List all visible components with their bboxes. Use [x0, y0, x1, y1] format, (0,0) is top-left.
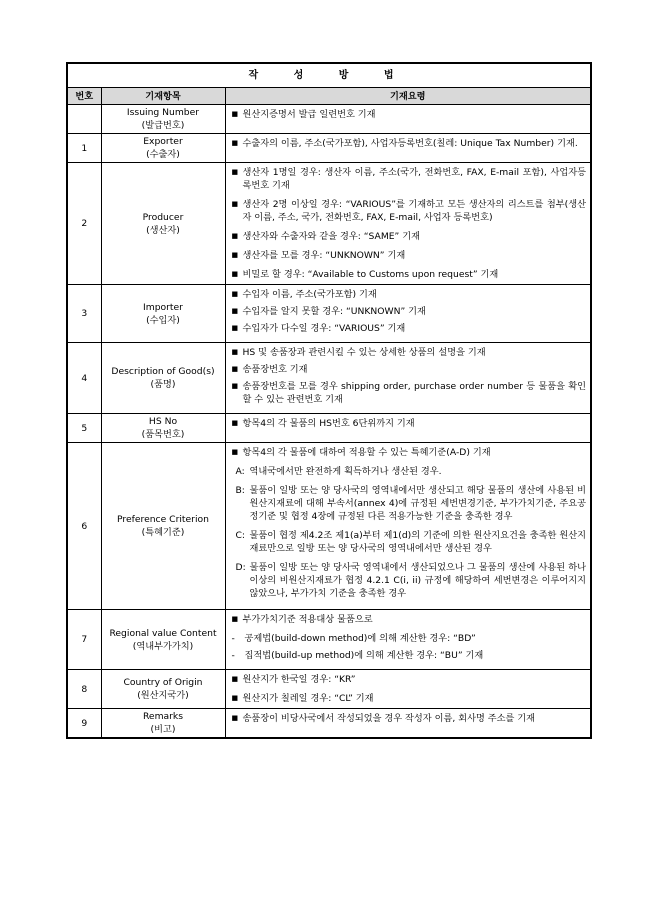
- guide-bullet-text: 수입자 이름, 주소(국가포함) 기재: [242, 289, 377, 300]
- table-row: [67, 670, 591, 709]
- header-item: 기재항목: [101, 88, 225, 105]
- guide-bullet-text: 생산자 2명 이상일 경우: “VARIOUS”를 기재하고 모든 생산자의 리스트를 첨부(생산자 이름, 주소, 국가, 전화번호, FAX, E-mail, 사업자 등록번호): [242, 199, 586, 223]
- guide-bullet: [232, 305, 587, 318]
- guide-cell: [225, 163, 591, 285]
- item-name-korean: (원산지국가): [137, 690, 189, 701]
- guide-bullet: [232, 363, 587, 376]
- square-bullet-icon: ■: [231, 448, 239, 456]
- guide-cell: [225, 285, 591, 343]
- guide-bullet-text: 수입자를 알지 못할 경우: “UNKNOWN” 기재: [242, 306, 426, 317]
- square-bullet-icon: ■: [231, 714, 239, 722]
- guide-bullet: [232, 380, 587, 406]
- item-name-korean: (수출자): [146, 149, 180, 160]
- guide-bullet-text: 원산지가 한국일 경우: “KR”: [242, 674, 356, 685]
- guide-bullet-text: 수입자가 다수일 경우: “VARIOUS” 기재: [242, 323, 406, 334]
- row-number: 8: [67, 670, 101, 709]
- guide-bullet-text: 생산자 1명일 경우: 생산자 이름, 주소(국가, 전화번호, FAX, E-mail 포함), 사업자등록번호 기재: [242, 167, 586, 191]
- item-name-cell: [101, 285, 225, 343]
- item-name-cell: [101, 105, 225, 134]
- table-row: [67, 343, 591, 414]
- item-name-english: Producer: [142, 211, 184, 223]
- guide-cell: [225, 443, 591, 610]
- guide-bullet-text: 항목4의 각 물품의 HS번호 6단위까지 기재: [242, 418, 415, 429]
- table-row: [67, 709, 591, 739]
- instructions-sheet: [66, 62, 590, 739]
- row-number: 5: [67, 414, 101, 443]
- square-bullet-icon: ■: [231, 200, 239, 208]
- guide-bullet: [232, 198, 587, 224]
- guide-bullet-text: HS 및 송품장과 관련시킬 수 있는 상세한 상품의 설명을 기재: [242, 347, 486, 358]
- row-number: 7: [67, 610, 101, 670]
- guide-bullet-text: 부가가치기준 적용대상 물품으로: [242, 614, 373, 625]
- item-name-english: Regional value Content: [109, 627, 217, 639]
- table-row: [67, 285, 591, 343]
- method-text: 공제법(build-down method)에 의해 계산한 경우: “BD”: [244, 633, 476, 644]
- item-name-english: HS No: [148, 416, 178, 427]
- row-number: [67, 105, 101, 134]
- square-bullet-icon: ■: [231, 419, 239, 427]
- guide-bullet: [232, 322, 587, 335]
- item-name-cell: [101, 670, 225, 709]
- guide-cell: [225, 610, 591, 670]
- square-bullet-icon: ■: [231, 251, 239, 259]
- guide-cell: [225, 414, 591, 443]
- item-name-cell: [101, 414, 225, 443]
- criterion-label: A:: [235, 466, 245, 477]
- row-number: 3: [67, 285, 101, 343]
- header-number: 번호: [67, 88, 101, 105]
- item-name-cell: [101, 343, 225, 414]
- dash-icon: -: [231, 633, 235, 644]
- header-guide: 기재요령: [225, 88, 591, 105]
- square-bullet-icon: ■: [231, 270, 239, 278]
- guide-bullet: [232, 137, 587, 150]
- guide-bullet-text: 생산자를 모를 경우: “UNKNOWN” 기재: [242, 250, 406, 261]
- guide-bullet-text: 송품장이 비당사국에서 작성되었을 경우 작성자 이름, 회사명 주소를 기재: [242, 713, 536, 724]
- guide-bullet: [232, 249, 587, 262]
- square-bullet-icon: ■: [231, 168, 239, 176]
- guide-bullet: [232, 108, 587, 121]
- row-number: 6: [67, 443, 101, 610]
- table-row: [67, 134, 591, 163]
- criterion-item: [232, 465, 587, 478]
- criterion-text: 물품이 일방 또는 양 당사국의 영역내에서만 생산되고 해당 물품의 생산에 사용된 비원산지재료에 대해 부속서(annex 4)에 규정된 세번변경기준, 부가가치기준, 주요공정기준 및 협정 4장에 규정된 다른 적용가능한 기준을 충족한 경우: [249, 485, 586, 522]
- item-name-cell: [101, 709, 225, 739]
- method-line: [232, 632, 587, 645]
- guide-bullet-text: 송품장번호를 모를 경우 shipping order, purchase order number 등 물품을 확인할 수 있는 관련번호 기재: [242, 381, 586, 405]
- item-name-korean: (역내부가가치): [132, 640, 194, 652]
- square-bullet-icon: ■: [231, 139, 239, 147]
- criterion-text: 물품이 일방 또는 양 당사국 영역내에서 생산되었으나 그 물품의 생산에 사용된 하나 이상의 비원산지재료가 협정 4.2.1 C(i, ii) 규정에 해당하여 세번변경은 이루어지지 않았으나, 부가가치 기준을 충족한 경우: [249, 562, 586, 599]
- guide-bullet: [232, 446, 587, 459]
- item-name-english: Country of Origin: [123, 677, 203, 688]
- item-name-cell: [101, 163, 225, 285]
- dash-icon: -: [231, 650, 235, 661]
- criterion-label: D:: [235, 562, 246, 573]
- item-name-cell: [101, 443, 225, 610]
- item-name-korean: (품목번호): [141, 429, 185, 440]
- item-name-english: Exporter: [143, 136, 183, 147]
- square-bullet-icon: ■: [231, 232, 239, 240]
- guide-cell: [225, 343, 591, 414]
- square-bullet-icon: ■: [231, 615, 239, 623]
- guide-bullet: [232, 268, 587, 281]
- item-name-english: Importer: [143, 301, 183, 313]
- square-bullet-icon: ■: [231, 307, 239, 315]
- criterion-text: 역내국에서만 완전하게 획득하거나 생산된 경우.: [249, 466, 442, 477]
- guide-bullet-text: 항목4의 각 물품에 대하여 적용할 수 있는 특혜기준(A-D) 기재: [242, 447, 491, 458]
- guide-bullet: [232, 613, 587, 626]
- criterion-text: 물품이 협정 제4.2조 제1(a)부터 제1(d)의 기준에 의한 원산지요건을 충족한 원산지재료만으로 일방 또는 양 당사국의 영역내에서만 생산된 경우: [249, 530, 586, 554]
- item-name-cell: [101, 134, 225, 163]
- criterion-item: [232, 529, 587, 555]
- square-bullet-icon: ■: [231, 110, 239, 118]
- item-name-english: Description of Good(s): [111, 366, 215, 377]
- guide-bullet: [232, 166, 587, 192]
- item-name-english: Remarks: [142, 711, 184, 722]
- square-bullet-icon: ■: [231, 290, 239, 298]
- item-name-english: Preference Criterion: [117, 514, 209, 525]
- square-bullet-icon: ■: [231, 365, 239, 373]
- guide-cell: [225, 709, 591, 739]
- criterion-label: C:: [235, 530, 246, 541]
- table-row: [67, 163, 591, 285]
- guide-cell: [225, 670, 591, 709]
- table-row: [67, 443, 591, 610]
- item-name-korean: (생산자): [146, 224, 180, 236]
- square-bullet-icon: ■: [231, 694, 239, 702]
- item-name-korean: (특혜기준): [141, 527, 185, 538]
- square-bullet-icon: ■: [231, 348, 239, 356]
- item-name-korean: (품명): [150, 379, 176, 390]
- row-number: 4: [67, 343, 101, 414]
- guide-bullet-text: 생산자와 수출자와 같을 경우: “SAME” 기재: [242, 231, 420, 242]
- square-bullet-icon: ■: [231, 382, 239, 390]
- guide-bullet: [232, 692, 587, 705]
- method-line: [232, 649, 587, 662]
- item-name-korean: (비고): [150, 724, 176, 735]
- guide-bullet: [232, 288, 587, 301]
- table-row: [67, 105, 591, 134]
- item-name-korean: (수입자): [146, 314, 180, 326]
- row-number: 1: [67, 134, 101, 163]
- guide-cell: [225, 134, 591, 163]
- guide-bullet: [232, 673, 587, 686]
- guide-bullet-text: 수출자의 이름, 주소(국가포함), 사업자등록번호(칠레: Unique Tax Number) 기재.: [242, 138, 578, 149]
- item-name-english: Issuing Number: [126, 107, 200, 118]
- criterion-label: B:: [235, 485, 245, 496]
- guide-bullet: [232, 346, 587, 359]
- guide-bullet: [232, 712, 587, 725]
- guide-bullet-text: 비밀로 할 경우: “Available to Customs upon request” 기재: [242, 269, 499, 280]
- method-text: 집적법(build-up method)에 의해 계산한 경우: “BU” 기재: [244, 650, 484, 661]
- guide-cell: [225, 105, 591, 134]
- guide-bullet: [232, 230, 587, 243]
- guide-bullet: [232, 417, 587, 430]
- guide-bullet-text: 원산지가 칠레일 경우: “CL” 기재: [242, 693, 374, 704]
- table-row: [67, 414, 591, 443]
- row-number: 2: [67, 163, 101, 285]
- table-title: 작 성 방 법: [67, 63, 591, 88]
- guide-bullet-text: 송품장번호 기재: [242, 364, 308, 375]
- criterion-item: [232, 484, 587, 523]
- square-bullet-icon: ■: [231, 324, 239, 332]
- table-row: [67, 610, 591, 670]
- square-bullet-icon: ■: [231, 675, 239, 683]
- item-name-korean: (발급번호): [141, 120, 185, 131]
- guide-bullet-text: 원산지증명서 발급 일련번호 기재: [242, 109, 376, 120]
- criterion-item: [232, 561, 587, 600]
- instructions-table: [66, 62, 592, 739]
- row-number: 9: [67, 709, 101, 739]
- item-name-cell: [101, 610, 225, 670]
